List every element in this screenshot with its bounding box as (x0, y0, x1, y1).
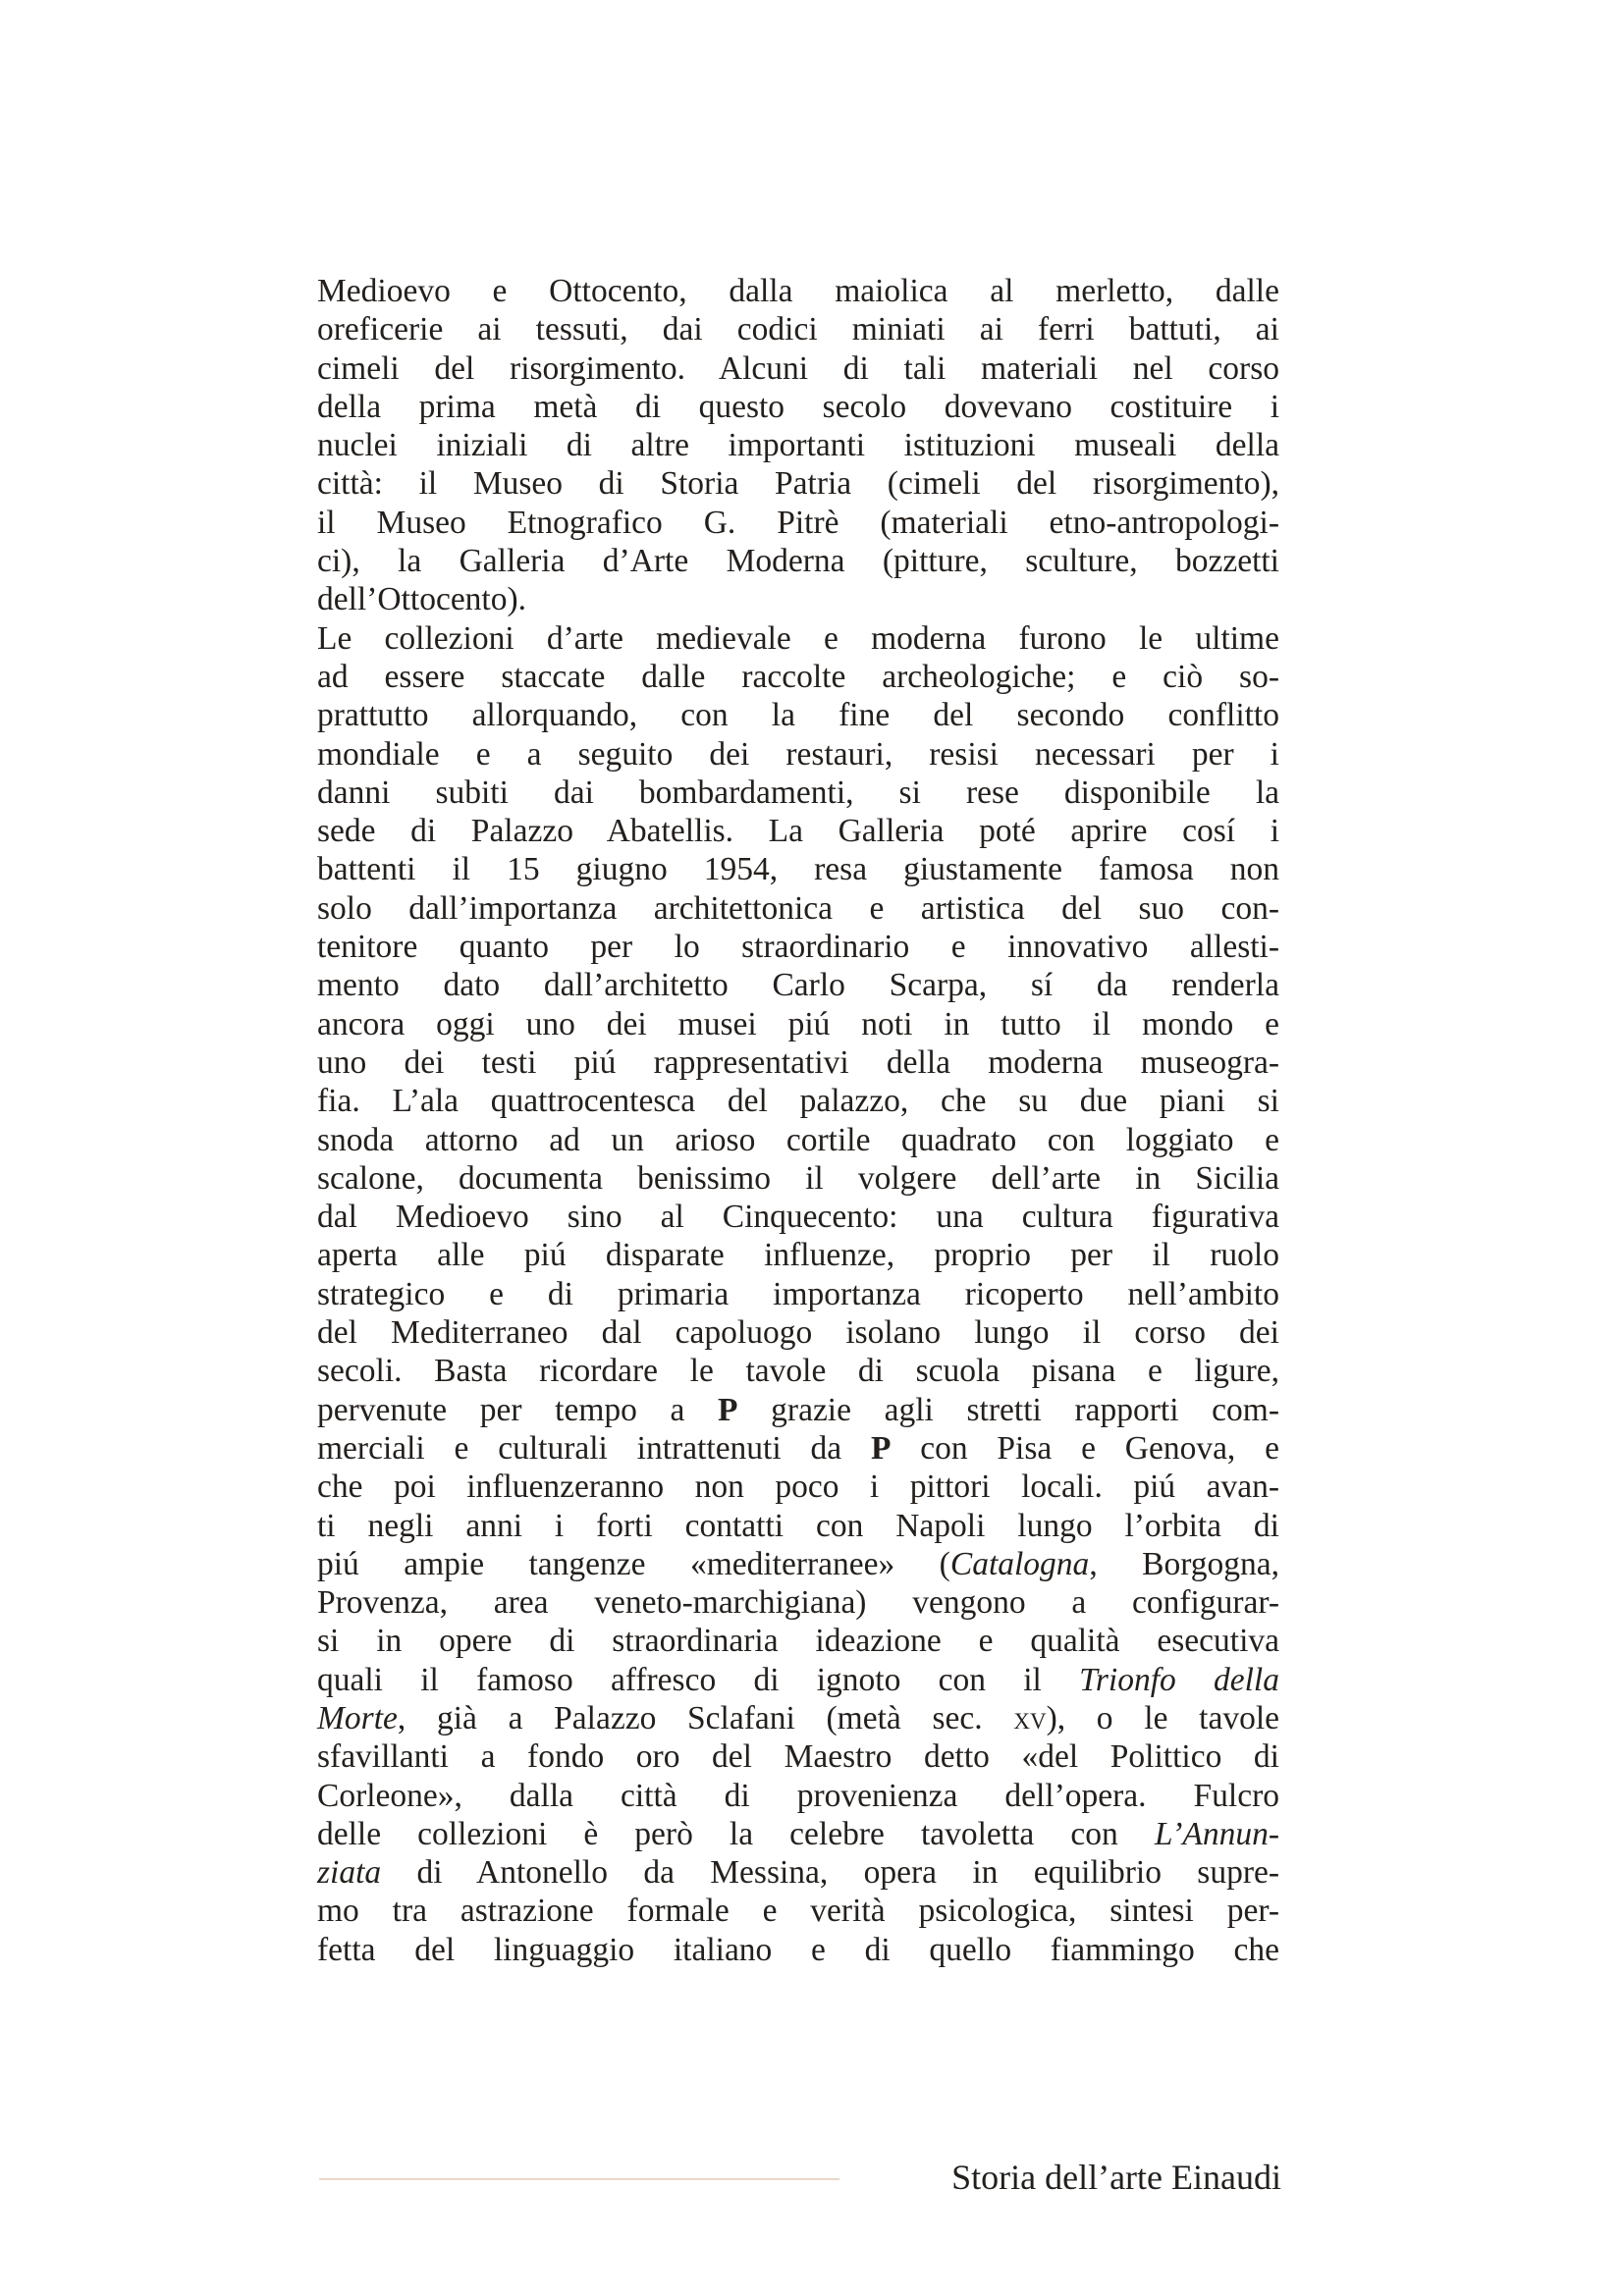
text-segment: dell’Ottocento). (317, 581, 527, 618)
text-line (317, 580, 1279, 618)
text-line (317, 619, 1279, 658)
text-segment: Provenza, area veneto-marchigiana) vengono a configurar- (317, 1584, 1279, 1622)
text-line (317, 1931, 1279, 1969)
text-segment: mondiale e a seguito dei restauri, resisi necessari per i (317, 735, 1279, 773)
text-line (317, 1468, 1279, 1506)
text-segment: mo tra astrazione formale e verità psicologica, sintesi per- (317, 1893, 1279, 1930)
text-segment: Medioevo e Ottocento, dalla maiolica al merletto, dalle (317, 273, 1279, 309)
text-segment: grazie agli stretti rapporti com- (737, 1391, 1279, 1428)
text-line (317, 889, 1279, 928)
text-segment: danni subiti dai bombardamenti, si rese disponibile la (317, 774, 1279, 811)
text-segment: ci), la Galleria d’Arte Moderna (pitture, sculture, bozzetti (317, 543, 1279, 580)
text-segment: uno dei testi piú rappresentativi della moderna museogra- (317, 1043, 1279, 1081)
text-line (317, 1043, 1279, 1082)
text-line (317, 1198, 1279, 1236)
text-segment: nuclei iniziali di altre importanti istituzioni museali della (317, 427, 1279, 464)
text-segment: aperta alle piú disparate influenze, proprio per il ruolo (317, 1237, 1279, 1274)
text-segment: sede di Palazzo Abatellis. La Galleria poté aprire cosí i (317, 813, 1279, 850)
text-segment: solo dall’importanza architettonica e artistica del suo con- (317, 889, 1279, 927)
text-segment: con Pisa e Genova, e (891, 1429, 1279, 1467)
text-line (317, 735, 1279, 774)
text-segment: delle collezioni è però la celebre tavoletta con (317, 1815, 1155, 1852)
text-line (317, 1082, 1279, 1120)
text-line (317, 1853, 1279, 1892)
text-segment: Catalogna (949, 1545, 1090, 1582)
text-segment: L’Annun- (1154, 1815, 1279, 1852)
text-line (317, 349, 1279, 388)
text-segment: Corleone», dalla città di provenienza dell’opera. Fulcro (317, 1777, 1279, 1814)
text-segment: tenitore quanto per lo straordinario e innovativo allesti- (317, 929, 1279, 966)
text-segment: piú ampie tangenze «mediterranee» ( (317, 1545, 950, 1582)
text-line (317, 1005, 1279, 1043)
text-line (317, 1352, 1279, 1390)
text-segment: secoli. Basta ricordare le tavole di scuola pisana e ligure, (317, 1353, 1279, 1390)
text-segment: xv (1013, 1699, 1047, 1736)
text-line (317, 1892, 1279, 1930)
text-segment: P (870, 1429, 892, 1467)
text-segment: dal Medioevo sino al Cinquecento: una cultura figurativa (317, 1199, 1279, 1236)
body-text (317, 272, 1279, 1969)
text-segment: sfavillanti a fondo oro del Maestro detto «del Polittico di (317, 1738, 1279, 1776)
text-segment: battenti il 15 giugno 1954, resa giustamente famosa non (317, 851, 1279, 888)
text-segment: ziata (317, 1854, 382, 1892)
text-line (317, 774, 1279, 812)
text-line (317, 1313, 1279, 1352)
text-line (317, 1159, 1279, 1198)
text-segment: pervenute per tempo a (317, 1391, 719, 1428)
text-segment: , già a Palazzo Sclafani (metà sec. (397, 1699, 1014, 1736)
text-segment: Trionfo della (1079, 1661, 1279, 1698)
text-line (317, 426, 1279, 464)
text-segment: il Museo Etnografico G. Pitrè (materiali etno-antropologi- (317, 504, 1279, 541)
text-line (317, 812, 1279, 850)
text-line (317, 272, 1279, 310)
text-line (317, 1699, 1279, 1737)
text-line (317, 696, 1279, 734)
text-segment: Le collezioni d’arte medievale e moderna furono le ultime (317, 619, 1279, 657)
text-line (317, 1622, 1279, 1660)
text-segment: oreficerie ai tessuti, dai codici miniati ai ferri battuti, ai (317, 311, 1279, 348)
text-segment: ), o le tavole (1046, 1699, 1279, 1736)
text-line (317, 1391, 1279, 1429)
text-segment: della prima metà di questo secolo dovevano costituire i (317, 388, 1279, 425)
text-line (317, 966, 1279, 1004)
text-line (317, 388, 1279, 426)
text-segment: ad essere staccate dalle raccolte archeologiche; e ciò so- (317, 658, 1279, 695)
text-segment: prattutto allorquando, con la fine del secondo conflitto (317, 697, 1279, 734)
text-line (317, 542, 1279, 580)
text-line (317, 1661, 1279, 1699)
footer-title: Storia dell’arte Einaudi (951, 2158, 1281, 2197)
text-segment: ti negli anni i forti contatti con Napoli lungo l’orbita di (317, 1507, 1279, 1544)
text-segment: Morte (317, 1699, 398, 1736)
text-segment: strategico e di primaria importanza ricoperto nell’ambito (317, 1275, 1279, 1312)
text-segment: P (718, 1391, 738, 1428)
text-segment: del Mediterraneo dal capoluogo isolano lungo il corso dei (317, 1314, 1279, 1352)
text-segment: fia. L’ala quattrocentesca del palazzo, che su due piani si (317, 1083, 1279, 1120)
text-line (317, 1545, 1279, 1583)
text-segment: che poi influenzeranno non poco i pittori locali. piú avan- (317, 1468, 1279, 1506)
text-segment: si in opere di straordinaria ideazione e qualità esecutiva (317, 1623, 1279, 1660)
text-line (317, 504, 1279, 542)
text-line (317, 850, 1279, 888)
text-segment: fetta del linguaggio italiano e di quello fiammingo che (317, 1931, 1279, 1968)
text-segment: cimeli del risorgimento. Alcuni di tali materiali nel corso (317, 349, 1279, 387)
text-line (317, 1429, 1279, 1468)
footer-rule (319, 2178, 839, 2180)
text-line (317, 1777, 1279, 1815)
text-segment: scalone, documenta benissimo il volgere dell’arte in Sicilia (317, 1159, 1279, 1197)
text-line (317, 1236, 1279, 1274)
text-line (317, 310, 1279, 348)
text-line (317, 1507, 1279, 1545)
text-line (317, 1121, 1279, 1159)
text-segment: città: il Museo di Storia Patria (cimeli del risorgimento), (317, 465, 1279, 503)
text-segment: , Borgogna, (1089, 1545, 1279, 1582)
text-line (317, 1275, 1279, 1313)
text-line (317, 1815, 1279, 1853)
text-segment: mento dato dall’architetto Carlo Scarpa, sí da renderla (317, 967, 1279, 1004)
text-line (317, 928, 1279, 966)
text-segment: snoda attorno ad un arioso cortile quadrato con loggiato e (317, 1121, 1279, 1158)
text-line (317, 1737, 1279, 1776)
text-line (317, 464, 1279, 503)
text-segment: quali il famoso affresco di ignoto con il (317, 1661, 1080, 1698)
text-line (317, 1583, 1279, 1622)
text-segment: merciali e culturali intrattenuti da (317, 1429, 871, 1467)
text-segment: di Antonello da Messina, opera in equilibrio supre- (381, 1854, 1279, 1892)
text-line (317, 658, 1279, 696)
text-segment: ancora oggi uno dei musei piú noti in tutto il mondo e (317, 1005, 1279, 1042)
